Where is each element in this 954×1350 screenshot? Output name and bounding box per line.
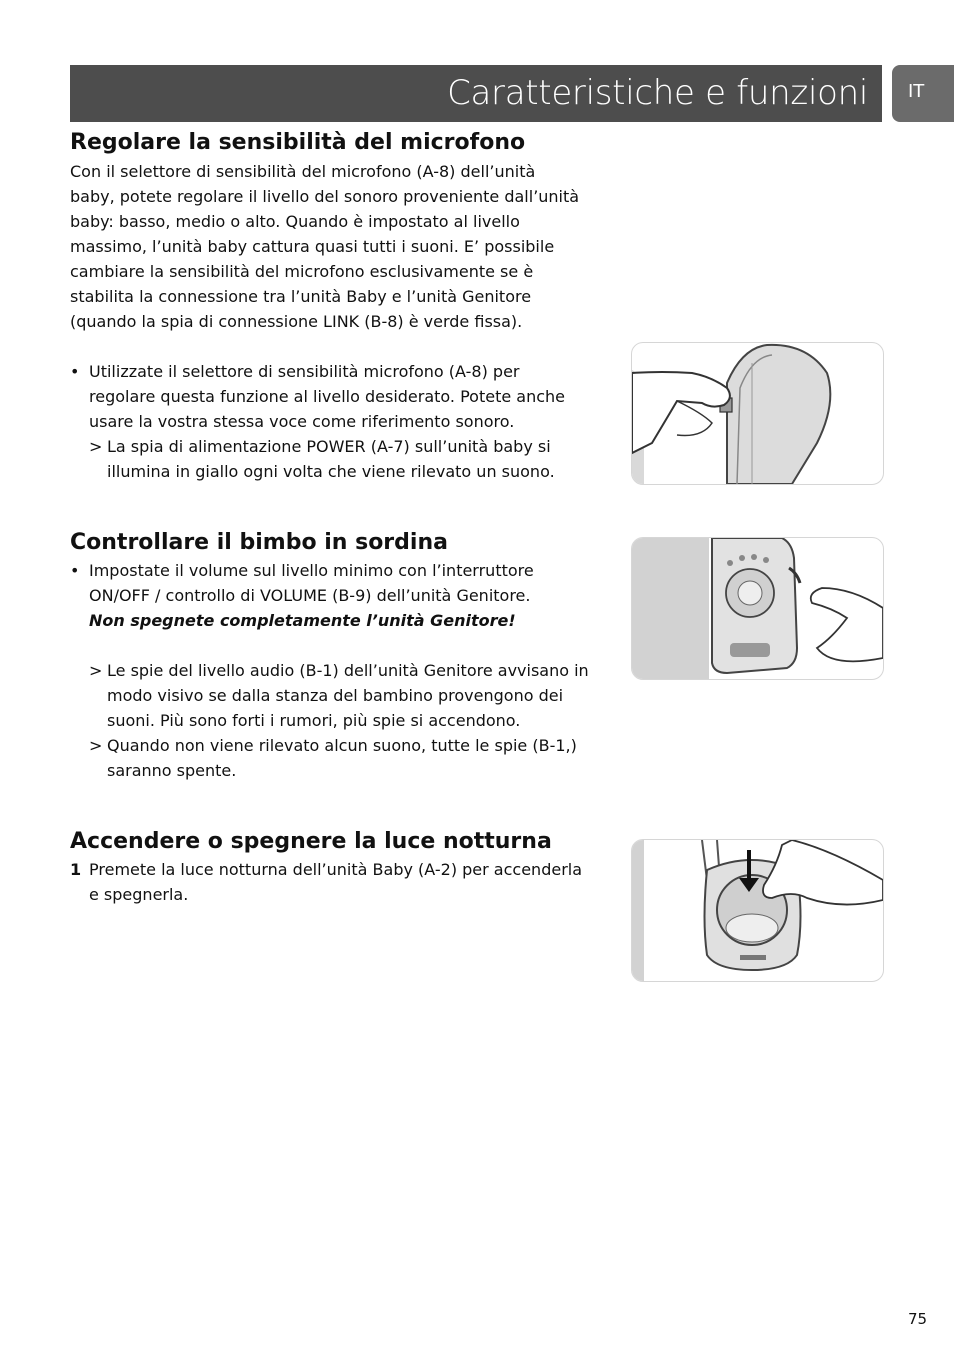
section-heading-night-light: Accendere o spegnere la luce notturna xyxy=(70,829,552,854)
section1-result-line: La spia di alimentazione POWER (A-7) sull’unità baby si xyxy=(107,437,551,456)
section1-bullet-line: Utilizzate il selettore di sensibilità microfono (A-8) per xyxy=(89,362,520,381)
figure-volume-control xyxy=(631,537,884,680)
section2-result-line: suoni. Più sono forti i rumori, più spie si accendono. xyxy=(107,711,521,730)
section-heading-microphone: Regolare la sensibilità del microfono xyxy=(70,130,526,155)
figure-night-light xyxy=(631,839,884,982)
section1-bullet-line: regolare questa funzione al livello desiderato. Potete anche xyxy=(89,387,566,406)
section3-step-line: Premete la luce notturna dell’unità Baby (A-2) per accenderla xyxy=(89,860,583,879)
section2-result-line: Quando non viene rilevato alcun suono, tutte le spie (B-1,) xyxy=(107,736,577,755)
page-number: 75 xyxy=(908,1310,928,1328)
section1-paragraph-line: baby: basso, medio o alto. Quando è impostato al livello xyxy=(70,212,520,231)
section1-paragraph-line: Con il selettore di sensibilità del microfono (A-8) dell’unità xyxy=(70,162,536,181)
section2-result-line: Le spie del livello audio (B-1) dell’unità Genitore avvisano in xyxy=(107,661,589,680)
bullet-marker: • xyxy=(70,561,80,580)
result-marker: > xyxy=(89,736,103,755)
section1-result-line: illumina in giallo ogni volta che viene rilevato un suono. xyxy=(107,462,555,481)
page-title: Caratteristiche e funzioni xyxy=(447,73,868,113)
result-marker: > xyxy=(89,661,103,680)
section1-paragraph-line: massimo, l’unità baby cattura quasi tutti i suoni. E’ possibile xyxy=(70,237,555,256)
language-tab xyxy=(892,65,954,122)
section2-result-line: modo visivo se dalla stanza del bambino provengono dei xyxy=(107,686,564,705)
section2-bullet-line: ON/OFF / controllo di VOLUME (B-9) dell’unità Genitore. xyxy=(89,586,531,605)
section-heading-mute-monitoring: Controllare il bimbo in sordina xyxy=(70,530,448,555)
result-marker: > xyxy=(89,437,103,456)
section2-result-line: saranno spente. xyxy=(107,761,237,780)
section2-bullet-line: Impostate il volume sul livello minimo con l’interruttore xyxy=(89,561,534,580)
section1-paragraph-line: baby, potete regolare il livello del sonoro proveniente dall’unità xyxy=(70,187,580,206)
warning-text: Non spegnete completamente l’unità Genitore! xyxy=(89,611,516,630)
step-number: 1 xyxy=(70,860,82,879)
figure-microphone-selector xyxy=(631,342,884,485)
section1-paragraph-line: stabilita la connessione tra l’unità Baby e l’unità Genitore xyxy=(70,287,532,306)
section3-step-line: e spegnerla. xyxy=(89,885,189,904)
section1-bullet-line: usare la vostra stessa voce come riferimento sonoro. xyxy=(89,412,515,431)
section1-paragraph-line: cambiare la sensibilità del microfono esclusivamente se è xyxy=(70,262,534,281)
language-label: IT xyxy=(908,81,925,102)
header-bar xyxy=(70,65,882,122)
section1-paragraph-line: (quando la spia di connessione LINK (B-8) è verde fissa). xyxy=(70,312,523,331)
bullet-marker: • xyxy=(70,362,80,381)
